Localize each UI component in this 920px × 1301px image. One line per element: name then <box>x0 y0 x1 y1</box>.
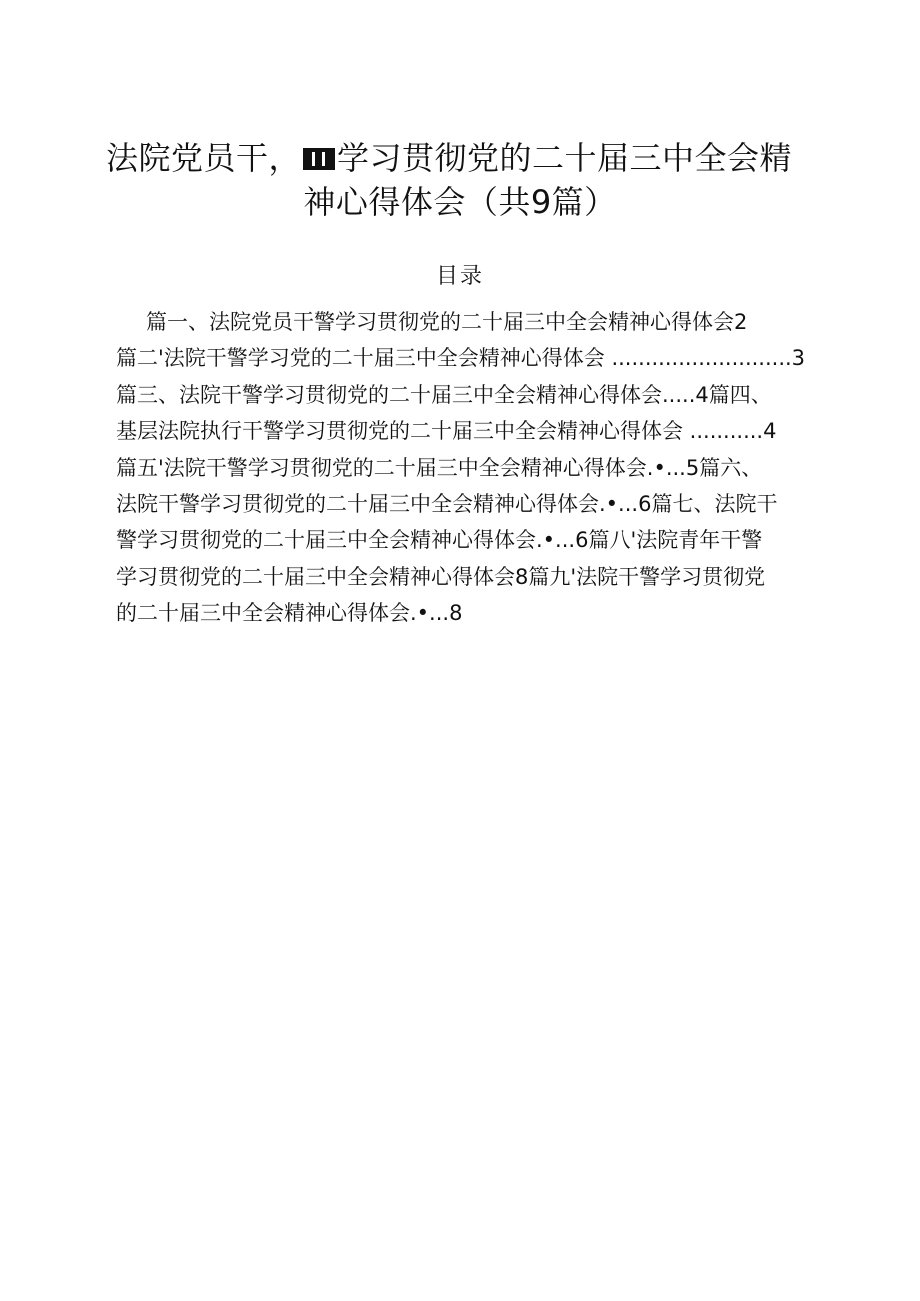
document-title-line-1 <box>106 136 793 180</box>
toc-line: 警学习贯彻党的二十届三中全会精神心得体会.•...6篇八'法院青年干警 <box>116 528 763 553</box>
title-text-after: 学习贯彻党的二十届三中全会精 <box>337 139 793 177</box>
toc-line: 篇一、法院党员干警学习贯彻党的二十届三中全会精神心得体会2 <box>146 310 748 334</box>
toc-line: 的二十届三中全会精神心得体会.•...8 <box>116 601 463 626</box>
document-title-line-2: 神心得体会（共9篇） <box>303 183 617 221</box>
table-of-contents <box>116 304 836 632</box>
toc-heading: 目录 <box>435 264 484 289</box>
toc-line: 篇三、法院干警学习贯彻党的二十届三中全会精神心得体会.....4篇四、 <box>116 382 772 407</box>
toc-line: 基层法院执行干警学习贯彻党的二十届三中全会精神心得体会 ...........4 <box>116 419 777 444</box>
toc-line: 篇二'法院干警学习党的二十届三中全会精神心得体会 ...........................3 <box>116 346 806 371</box>
toc-line: 学习贯彻党的二十届三中全会精神心得体会8篇九'法院干警学习贯彻党 <box>116 564 766 589</box>
toc-line: 法院干警学习贯彻党的二十届三中全会精神心得体会.•...6篇七、法院干 <box>116 491 778 516</box>
title-text-before: 法院党员干， <box>106 139 302 177</box>
toc-line: 篇五'法院干警学习贯彻党的二十届三中全会精神心得体会.•...5篇六、 <box>116 455 763 480</box>
redaction-mark-icon <box>303 148 335 170</box>
